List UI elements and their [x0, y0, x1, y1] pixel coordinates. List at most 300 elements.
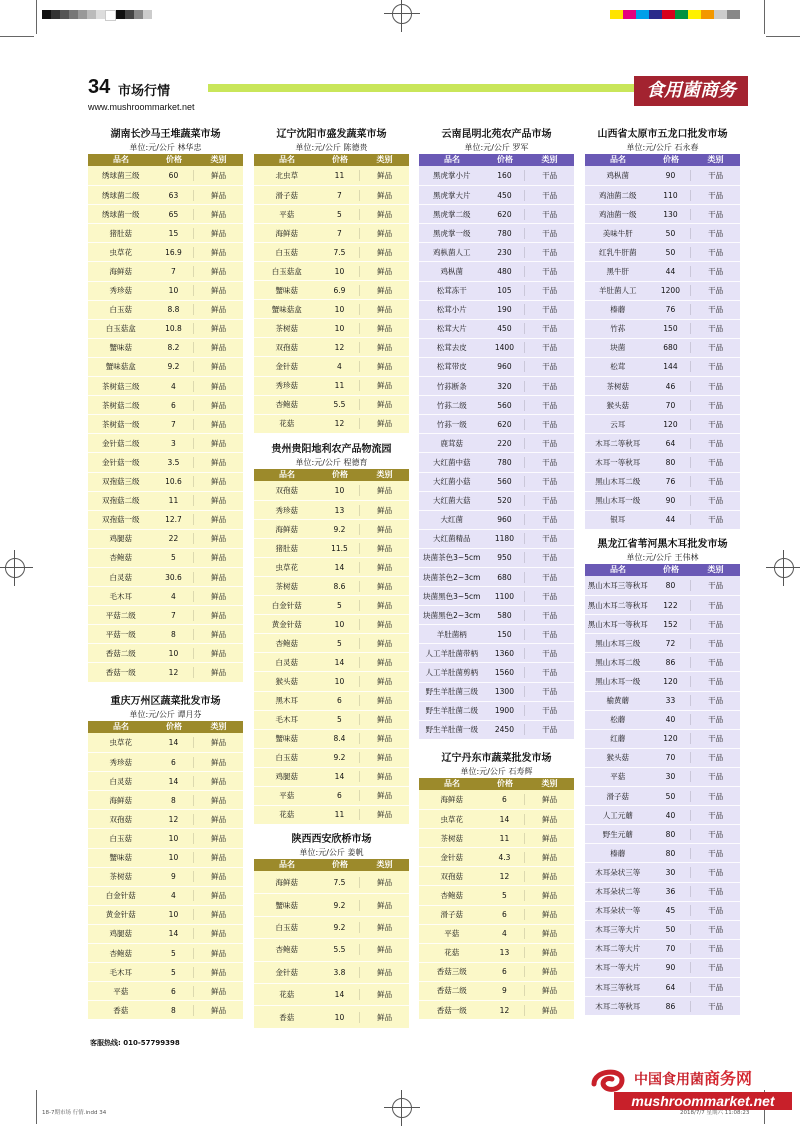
table-row — [419, 185, 574, 204]
table-row — [254, 557, 409, 576]
product-name: 杏鲍菇 — [275, 945, 299, 955]
product-name: 白金针菇 — [271, 600, 302, 610]
table-row — [254, 767, 409, 786]
category: 鲜品 — [359, 967, 409, 978]
column-header: 品名 — [610, 565, 626, 574]
product-name: 猪肚菇 — [109, 228, 133, 238]
category: 干品 — [690, 733, 740, 744]
category: 鲜品 — [193, 667, 243, 678]
table-row — [88, 281, 243, 300]
price: 8.8 — [167, 305, 180, 315]
category: 鲜品 — [359, 228, 409, 239]
category: 干品 — [690, 247, 740, 258]
product-name: 银耳 — [610, 515, 626, 525]
product-name: 榛蘑 — [610, 305, 626, 315]
table-row — [585, 395, 740, 414]
product-name: 鸡腿菇 — [109, 929, 133, 939]
category: 干品 — [524, 361, 574, 372]
product-name: 绣球菌三级 — [102, 171, 140, 181]
table-row — [419, 809, 574, 828]
table-row — [88, 204, 243, 223]
category: 鲜品 — [359, 676, 409, 687]
price: 40 — [665, 810, 676, 820]
price: 1560 — [494, 667, 514, 677]
price: 580 — [497, 610, 512, 620]
price: 1100 — [494, 591, 514, 601]
product-name: 花菇 — [279, 419, 295, 429]
table-row — [254, 691, 409, 710]
market-unit: 单位:元/公斤 王伟林 — [626, 553, 699, 562]
logo-chinese — [634, 1066, 752, 1089]
category: 鲜品 — [359, 944, 409, 955]
product-name: 蟹味菇盒 — [105, 362, 136, 372]
category: 干品 — [690, 285, 740, 296]
table-row — [254, 893, 409, 915]
product-name: 木耳朵状三等 — [595, 867, 641, 877]
table-row — [419, 414, 574, 433]
category: 鲜品 — [524, 852, 574, 863]
table-row — [88, 338, 243, 357]
category: 鲜品 — [193, 629, 243, 640]
category: 鲜品 — [359, 752, 409, 763]
category: 干品 — [524, 342, 574, 353]
product-name: 蟹味菇盒 — [271, 304, 302, 314]
price: 9.2 — [333, 922, 346, 932]
price: 6 — [337, 791, 342, 801]
category: 鲜品 — [193, 400, 243, 411]
table-row — [585, 204, 740, 223]
product-name: 榛蘑 — [610, 848, 626, 858]
product-name: 大红菌 — [440, 515, 464, 525]
table-header — [585, 154, 740, 166]
price: 7 — [337, 228, 342, 238]
table-row — [585, 338, 740, 357]
product-name: 香菇 — [279, 1012, 295, 1022]
category: 干品 — [690, 381, 740, 392]
category: 鲜品 — [359, 695, 409, 706]
category: 干品 — [690, 209, 740, 220]
product-name: 茶树菇 — [109, 872, 133, 882]
price: 14 — [499, 814, 510, 824]
product-name: 杏鲍菇 — [440, 891, 464, 901]
column-header: 价格 — [663, 565, 679, 574]
category: 鲜品 — [193, 170, 243, 181]
table-row — [419, 338, 574, 357]
column-header: 价格 — [332, 860, 348, 869]
category: 干品 — [690, 419, 740, 430]
column-header: 价格 — [497, 155, 513, 164]
table-row — [419, 452, 574, 471]
table-row — [254, 633, 409, 652]
table-row — [254, 748, 409, 767]
table-row — [419, 605, 574, 624]
category: 鲜品 — [359, 657, 409, 668]
table-row — [585, 433, 740, 452]
market-unit: 单位:元/公斤 程德育 — [295, 458, 368, 467]
category: 干品 — [690, 829, 740, 840]
category: 鲜品 — [359, 543, 409, 554]
category: 鲜品 — [193, 967, 243, 978]
category: 鲜品 — [359, 877, 409, 888]
product-name: 黑山木耳一等秋耳 — [587, 619, 648, 629]
product-name: 白玉菇 — [275, 753, 299, 763]
product-name: 猪肚菇 — [275, 543, 299, 553]
price: 7 — [171, 267, 176, 277]
product-name: 杏鲍菇 — [109, 553, 133, 563]
category: 干品 — [690, 304, 740, 315]
product-name: 蟹味菇 — [109, 853, 133, 863]
price: 1180 — [494, 534, 514, 544]
table-row — [419, 204, 574, 223]
price: 10 — [334, 619, 345, 629]
table-row — [419, 281, 574, 300]
table-row — [585, 281, 740, 300]
category: 鲜品 — [193, 381, 243, 392]
price: 9.2 — [333, 900, 346, 910]
table-row — [88, 733, 243, 752]
price: 150 — [497, 629, 512, 639]
price: 5 — [171, 948, 176, 958]
table-row — [585, 414, 740, 433]
category: 鲜品 — [193, 610, 243, 621]
market-unit: 单位:元/公斤 林华忠 — [129, 143, 202, 152]
price: 14 — [334, 990, 345, 1000]
price: 12 — [499, 1005, 510, 1015]
table-row — [254, 500, 409, 519]
product-name: 茶树菇 — [440, 833, 464, 843]
product-name: 大红菌中菇 — [433, 457, 471, 467]
table-row — [419, 223, 574, 242]
price: 50 — [665, 791, 676, 801]
product-name: 金针菇 — [275, 967, 299, 977]
product-name: 香菇 — [113, 1005, 129, 1015]
product-name: 茶树菇二级 — [102, 400, 140, 410]
price: 950 — [497, 553, 512, 563]
column-header: 价格 — [497, 779, 513, 788]
product-name: 鸡腿菇 — [109, 534, 133, 544]
product-name: 鸡枞菌人工 — [433, 247, 471, 257]
price: 1400 — [494, 343, 514, 353]
product-name: 白灵菇 — [275, 657, 299, 667]
category: 干品 — [690, 905, 740, 916]
price: 13 — [499, 948, 510, 958]
table-header — [254, 469, 409, 481]
table-row — [585, 939, 740, 958]
table-row — [254, 961, 409, 983]
market-title: 重庆万州区蔬菜批发市场 — [110, 696, 221, 707]
product-name: 鸡油菌一级 — [599, 209, 637, 219]
product-name: 块菌茶色2~3cm — [423, 572, 481, 582]
table-row — [585, 767, 740, 786]
market-table — [419, 752, 574, 1019]
price: 10 — [334, 676, 345, 686]
category: 干品 — [524, 170, 574, 181]
category: 鲜品 — [193, 833, 243, 844]
table-row — [88, 643, 243, 662]
price: 4 — [171, 591, 176, 601]
price: 65 — [168, 209, 179, 219]
category: 鲜品 — [193, 871, 243, 882]
price: 6 — [171, 757, 176, 767]
product-name: 木耳一等大片 — [595, 963, 641, 973]
table-row — [419, 924, 574, 943]
table-row — [88, 924, 243, 943]
price: 120 — [663, 419, 678, 429]
table-row — [254, 185, 409, 204]
table-row — [254, 614, 409, 633]
table-row — [88, 242, 243, 261]
table-row — [585, 920, 740, 939]
market-title: 辽宁丹东市蔬菜批发市场 — [441, 753, 552, 764]
product-name: 木耳朵状二等 — [595, 887, 641, 897]
price: 6 — [502, 795, 507, 805]
category: 鲜品 — [524, 909, 574, 920]
price: 44 — [665, 267, 676, 277]
price: 8.4 — [333, 734, 346, 744]
table-body — [88, 733, 243, 1019]
table-row — [419, 643, 574, 662]
table-row — [254, 166, 409, 185]
market-title: 辽宁沈阳市盛发蔬菜市场 — [276, 129, 387, 140]
market-table — [254, 833, 409, 1028]
product-name: 金针菇二级 — [102, 438, 140, 448]
product-name: 茶树菇三级 — [102, 381, 140, 391]
category: 干品 — [690, 600, 740, 611]
product-name: 滑子菇 — [275, 190, 299, 200]
category: 鲜品 — [193, 776, 243, 787]
price: 80 — [665, 457, 676, 467]
product-name: 秀珍菇 — [109, 757, 133, 767]
table-body — [419, 166, 574, 739]
market-table — [254, 443, 409, 824]
table-row — [419, 395, 574, 414]
column-header: 品名 — [279, 470, 295, 479]
table-row — [88, 491, 243, 510]
category: 鲜品 — [193, 209, 243, 220]
product-name: 黑虎掌二级 — [433, 209, 471, 219]
table-row — [585, 671, 740, 690]
table-header — [254, 154, 409, 166]
product-name: 鸡油菌二级 — [599, 190, 637, 200]
price: 10 — [168, 834, 179, 844]
table-header — [88, 721, 243, 733]
category: 鲜品 — [524, 814, 574, 825]
column-header: 类别 — [210, 722, 227, 731]
product-name: 杏鲍菇 — [109, 948, 133, 958]
product-name: 香菇三级 — [436, 967, 467, 977]
price: 80 — [665, 829, 676, 839]
category: 鲜品 — [359, 418, 409, 429]
product-name: 大红菌精品 — [433, 534, 471, 544]
price: 450 — [497, 324, 512, 334]
product-name: 红乳牛肝菌 — [599, 247, 637, 257]
price: 70 — [665, 944, 676, 954]
table-row — [254, 671, 409, 690]
table-row — [585, 824, 740, 843]
category: 鲜品 — [193, 890, 243, 901]
table-row — [585, 576, 740, 595]
category: 鲜品 — [359, 619, 409, 630]
table-row — [88, 981, 243, 1000]
table-row — [88, 662, 243, 681]
category: 干品 — [690, 457, 740, 468]
product-name: 黑山木耳一级 — [595, 496, 641, 506]
column-header: 类别 — [376, 470, 393, 479]
category: 鲜品 — [359, 304, 409, 315]
price: 160 — [497, 171, 512, 181]
category: 鲜品 — [359, 809, 409, 820]
price: 11 — [334, 171, 345, 181]
trim-line — [764, 0, 765, 34]
market-unit: 单位:元/公斤 石寿辉 — [460, 767, 533, 776]
price: 5 — [337, 600, 342, 610]
product-name: 金针菇一级 — [102, 457, 140, 467]
product-name: 鹿茸菇 — [440, 438, 464, 448]
table-row — [88, 300, 243, 319]
table-row — [254, 223, 409, 242]
product-name: 杏鲍菇 — [275, 400, 299, 410]
product-name: 海鲜菇 — [109, 267, 133, 277]
category: 干品 — [524, 495, 574, 506]
price: 15 — [168, 228, 179, 238]
market-title: 云南昆明北苑农产品市场 — [441, 129, 552, 140]
table-row — [88, 261, 243, 280]
category: 干品 — [690, 982, 740, 993]
table-row — [419, 847, 574, 866]
product-name: 绣球菌二级 — [102, 190, 140, 200]
product-name: 茶树菇 — [275, 581, 299, 591]
price: 3.8 — [333, 967, 346, 977]
category: 干品 — [524, 724, 574, 735]
column-header: 类别 — [541, 155, 558, 164]
price: 5.5 — [333, 945, 346, 955]
table-row — [254, 538, 409, 557]
market-table — [254, 128, 409, 433]
category: 干品 — [524, 610, 574, 621]
price: 220 — [497, 438, 512, 448]
product-name: 平菇一级 — [105, 629, 136, 639]
table-row — [419, 166, 574, 185]
table-row — [88, 828, 243, 847]
product-name: 云耳 — [610, 419, 626, 429]
price: 620 — [497, 419, 512, 429]
table-row — [585, 633, 740, 652]
product-name: 红蘑 — [610, 734, 626, 744]
market-table — [585, 538, 740, 1015]
product-name: 松茸大片 — [436, 324, 467, 334]
table-row — [419, 510, 574, 529]
table-row — [88, 886, 243, 905]
product-name: 平菇二级 — [105, 610, 136, 620]
table-row — [419, 720, 574, 739]
market-unit: 单位:元/公斤 谭月芬 — [129, 710, 202, 719]
page-header — [88, 76, 748, 116]
trim-line — [0, 36, 34, 37]
price: 60 — [168, 171, 179, 181]
product-name: 平菇 — [444, 929, 460, 939]
category: 干品 — [690, 943, 740, 954]
price: 7.5 — [333, 247, 346, 257]
category: 干品 — [524, 228, 574, 239]
category: 干品 — [524, 591, 574, 602]
product-name: 白灵菇 — [109, 572, 133, 582]
product-name: 平菇 — [610, 772, 626, 782]
product-name: 人工羊肚菌带柄 — [425, 648, 479, 658]
product-name: 黑山木耳一级 — [595, 677, 641, 687]
price: 120 — [663, 677, 678, 687]
price: 4 — [171, 381, 176, 391]
column-header: 类别 — [376, 860, 393, 869]
category: 鲜品 — [359, 342, 409, 353]
price: 620 — [497, 209, 512, 219]
table-row — [88, 433, 243, 452]
category: 鲜品 — [359, 524, 409, 535]
category: 干品 — [690, 495, 740, 506]
product-name: 黑牛肝 — [606, 267, 630, 277]
crop-mark-top — [392, 4, 412, 24]
product-name: 平菇 — [279, 791, 295, 801]
table-row — [585, 958, 740, 977]
category: 鲜品 — [359, 562, 409, 573]
product-name: 虫草花 — [275, 562, 299, 572]
category: 干品 — [524, 648, 574, 659]
product-name: 竹荪一级 — [436, 419, 467, 429]
product-name: 大红菌小菇 — [433, 477, 471, 487]
price: 90 — [665, 963, 676, 973]
category: 鲜品 — [193, 572, 243, 583]
table-row — [419, 472, 574, 491]
price: 120 — [663, 734, 678, 744]
price: 480 — [497, 267, 512, 277]
table-row — [254, 299, 409, 318]
column-header: 品名 — [279, 155, 295, 164]
price: 1900 — [494, 706, 514, 716]
column-header: 价格 — [166, 155, 182, 164]
table-row — [419, 962, 574, 981]
product-name: 黑山木耳二级 — [595, 657, 641, 667]
price: 50 — [665, 247, 676, 257]
category: 鲜品 — [359, 922, 409, 933]
product-name: 猴头菇 — [606, 753, 630, 763]
product-name: 茶树菇 — [606, 381, 630, 391]
product-name: 双孢菇 — [275, 342, 299, 352]
table-row — [585, 614, 740, 633]
product-name: 野生羊肚菌一级 — [425, 725, 479, 735]
price: 960 — [497, 362, 512, 372]
table-row — [88, 376, 243, 395]
table-row — [254, 280, 409, 299]
category: 干品 — [690, 867, 740, 878]
price: 105 — [497, 286, 512, 296]
product-name: 杏鲍菇 — [275, 638, 299, 648]
product-name: 海鲜菇 — [275, 228, 299, 238]
price: 6.9 — [333, 285, 346, 295]
category: 鲜品 — [359, 209, 409, 220]
product-name: 人工羊肚菌剪柄 — [425, 667, 479, 677]
price: 90 — [665, 171, 676, 181]
table-row — [419, 624, 574, 643]
product-name: 秀珍菇 — [275, 505, 299, 515]
product-name: 白金针菇 — [105, 891, 136, 901]
table-row — [88, 1000, 243, 1019]
product-name: 块菌 — [610, 343, 626, 353]
table-header — [254, 859, 409, 871]
price: 8 — [171, 1005, 176, 1015]
category: 干品 — [690, 752, 740, 763]
category: 干品 — [524, 190, 574, 201]
price: 14 — [168, 738, 179, 748]
product-name: 滑子菇 — [440, 910, 464, 920]
